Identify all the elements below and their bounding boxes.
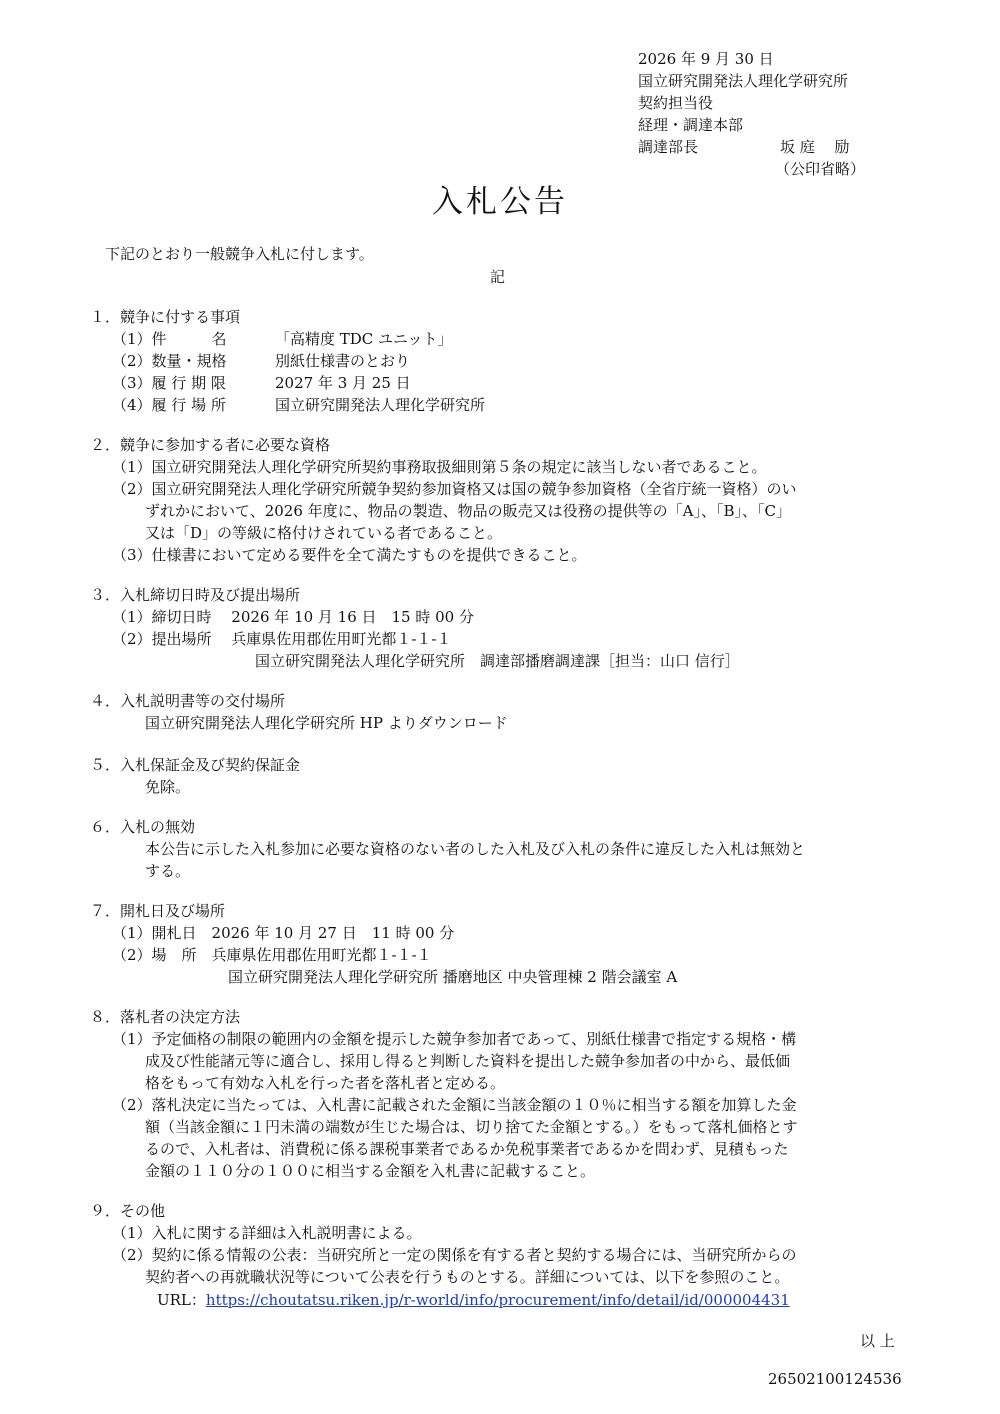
issuer-department: 経理・調達本部 <box>638 116 744 134</box>
s2-item2-line1: （2）国立研究開発法人理化学研究所競争契約参加資格又は国の競争参加資格（全省庁統一資格）のい <box>112 480 797 498</box>
s8-item2-line1: （2）落札決定に当たっては、入札書に記載された金額に当該金額の１０％に相当する額を加算した金 <box>112 1096 797 1114</box>
procurement-info-link[interactable]: https://choutatsu.riken.jp/r-world/info/procurement/info/detail/id/000004431 <box>205 1291 790 1309</box>
section-8-heading: ８．落札者の決定方法 <box>90 1008 241 1026</box>
s1-item3-value: 2027 年 3 月 25 日 <box>275 374 411 392</box>
section-2-heading: ２．競争に参加する者に必要な資格 <box>90 436 331 454</box>
s6-line2: する。 <box>145 862 191 880</box>
s2-item1: （1）国立研究開発法人理化学研究所契約事務取扱細則第５条の規定に該当しない者であること。 <box>112 458 767 476</box>
issuer-role: 契約担当役 <box>638 94 714 112</box>
url-label: URL： <box>157 1291 206 1309</box>
s8-item1-line1: （1）予定価格の制限の範囲内の金額を提示した競争参加者であって、別紙仕様書で指定する規格・構 <box>112 1030 797 1048</box>
s3-item1: （1）締切日時 2026 年 10 月 16 日 15 時 00 分 <box>112 608 474 626</box>
issuer-organization: 国立研究開発法人理化学研究所 <box>638 72 849 90</box>
s1-item3-label: （3）履 行 期 限 <box>112 374 226 392</box>
s1-item2-label: （2）数量・規格 <box>112 352 227 370</box>
issuer-name: 坂 庭 励 <box>780 138 850 156</box>
s1-item1-label: （1）件 名 <box>112 330 227 348</box>
s8-item1-line3: 格をもって有効な入札を行った者を落札者と定める。 <box>145 1074 506 1092</box>
s9-item2-line1: （2）契約に係る情報の公表：当研究所と一定の関係を有する者と契約する場合には、当研究所からの <box>112 1246 797 1264</box>
section-3-heading: ３．入札締切日時及び提出場所 <box>90 586 301 604</box>
s1-item4-value: 国立研究開発法人理化学研究所 <box>275 396 486 414</box>
s1-item4-label: （4）履 行 場 所 <box>112 396 226 414</box>
s6-line1: 本公告に示した入札参加に必要な資格のない者のした入札及び入札の条件に違反した入札は無効と <box>145 840 806 858</box>
s9-item2-line2: 契約者への再就職状況等について公表を行うものとする。詳細については、以下を参照のこと。 <box>145 1268 790 1286</box>
s2-item2-line2: ずれかにおいて、2026 年度に、物品の製造、物品の販売又は役務の提供等の「A」、「B」、「C」 <box>145 502 791 520</box>
s8-item1-line2: 成及び性能諸元等に適合し、採用し得ると判断した資料を提出した競争参加者の中から、最低価 <box>145 1052 791 1070</box>
document-number: 26502100124536 <box>768 1370 902 1388</box>
s2-item2-line3: 又は「D」の等級に格付けされている者であること。 <box>145 524 503 542</box>
intro-text: 下記のとおり一般競争入札に付します。 <box>105 245 374 263</box>
s8-item2-line4: 金額の１１０分の１００に相当する金額を入札書に記載すること。 <box>145 1162 596 1180</box>
s9-url-line <box>157 1289 790 1311</box>
s5-body: 免除。 <box>145 778 191 796</box>
s3-item2: （2）提出場所 兵庫県佐用郡佐用町光都１‐１‐１ <box>112 630 452 648</box>
seal-omitted-note: （公印省略） <box>775 160 866 178</box>
section-9-heading: ９．その他 <box>90 1202 166 1220</box>
s7-item2-line2: 国立研究開発法人理化学研究所 播磨地区 中央管理棟 2 階会議室 A <box>228 968 678 986</box>
s8-item2-line3: るので、入札者は、消費税に係る課税事業者であるか免税事業者であるかを問わず、見積もった <box>145 1140 789 1158</box>
s1-item1-value: 「高精度 TDC ユニット」 <box>275 330 453 348</box>
page-title: 入札公告 <box>432 184 568 220</box>
s3-item2-line2: 国立研究開発法人理化学研究所 調達部播磨調達課［担当：山口 信行］ <box>255 652 740 670</box>
notice-date: 2026 年 9 月 30 日 <box>638 50 774 68</box>
s2-item3: （3）仕様書において定める要件を全て満たすものを提供できること。 <box>112 546 587 564</box>
section-4-heading: ４．入札説明書等の交付場所 <box>90 692 286 710</box>
section-6-heading: ６．入札の無効 <box>90 818 196 836</box>
ki-marker: 記 <box>490 268 506 286</box>
s7-item2: （2）場 所 兵庫県佐用郡佐用町光都１‐１‐１ <box>112 946 432 964</box>
s1-item2-value: 別紙仕様書のとおり <box>275 352 411 370</box>
closing-mark: 以 上 <box>860 1332 895 1350</box>
s7-item1: （1）開札日 2026 年 10 月 27 日 11 時 00 分 <box>112 924 455 942</box>
issuer-position: 調達部長 <box>638 138 699 156</box>
s8-item2-line2: 額（当該金額に１円未満の端数が生じた場合は、切り捨てた金額とする。）をもって落札価格とす <box>145 1118 798 1136</box>
section-7-heading: ７．開札日及び場所 <box>90 902 226 920</box>
section-5-heading: ５．入札保証金及び契約保証金 <box>90 756 301 774</box>
s9-item1: （1）入札に関する詳細は入札説明書による。 <box>112 1224 422 1242</box>
s4-body: 国立研究開発法人理化学研究所 HP よりダウンロード <box>145 714 508 732</box>
section-1-heading: １．競争に付する事項 <box>90 308 241 326</box>
